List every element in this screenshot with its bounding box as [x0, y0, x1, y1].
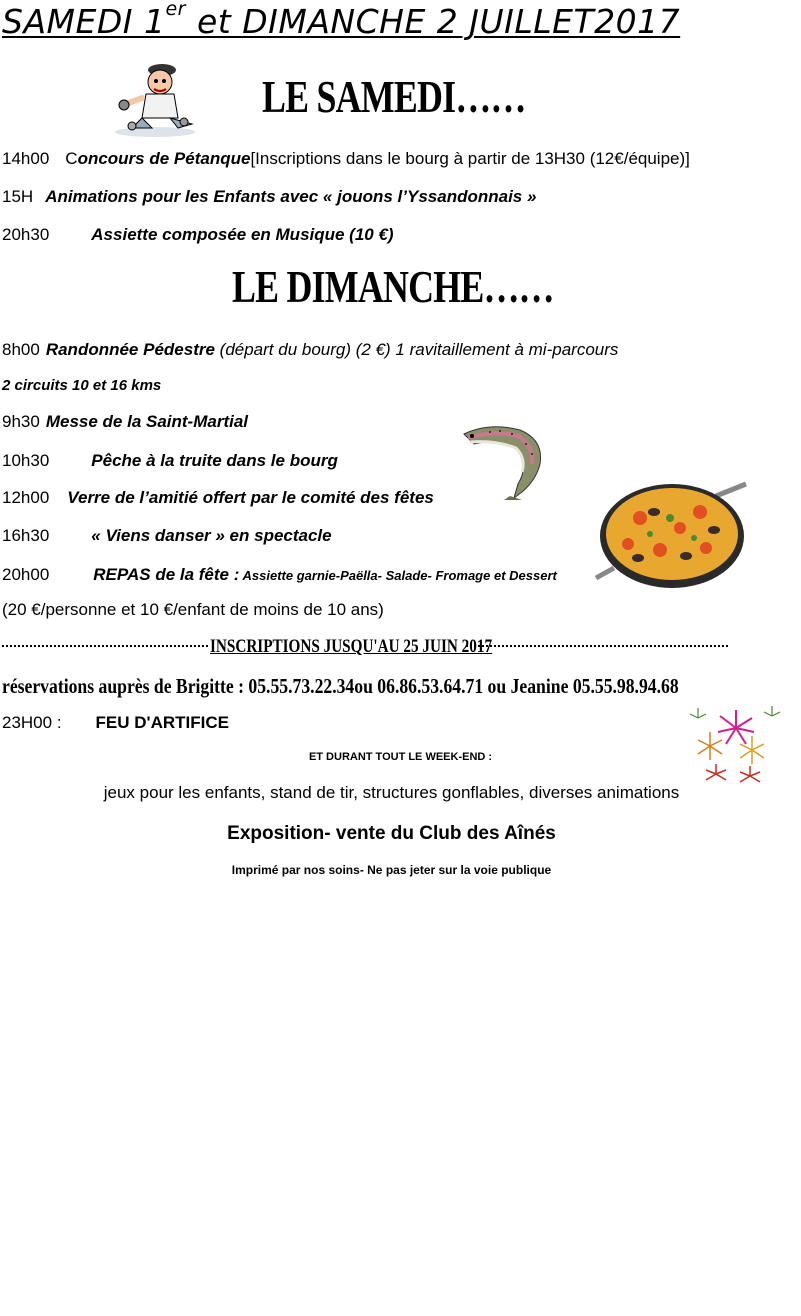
trout-icon	[460, 420, 548, 500]
event: FEU D'ARTIFICE	[95, 713, 229, 732]
time: 15H	[2, 187, 34, 206]
saturday-line-2	[2, 187, 536, 207]
weekend-heading: ET DURANT TOUT LE WEEK-END :	[308, 751, 493, 763]
dotted-divider-right	[466, 645, 728, 647]
prices: (20 €/personne et 10 €/enfant de moins de 10 ans)	[2, 600, 384, 619]
time: 20h30	[2, 225, 50, 244]
event: « Viens danser » en spectacle	[91, 526, 332, 545]
time: 20h00	[2, 565, 50, 584]
sunday-line-6	[2, 565, 557, 585]
event: Animations pour les Enfants avec « jouons l’Yssandonnais »	[45, 187, 537, 206]
inscriptions-row	[0, 636, 740, 658]
details: [Inscriptions dans le bourg à partir de 13H30 (12€/équipe)]	[250, 149, 690, 168]
time: 23H00 :	[2, 713, 62, 732]
inscriptions-deadline: INSCRIPTIONS JUSQU'AU 25 JUIN 2017	[210, 636, 493, 657]
event-lead: C	[65, 149, 78, 168]
dotted-divider-left	[2, 645, 208, 647]
time: 9h30	[2, 412, 40, 431]
time: 14h00	[2, 149, 50, 168]
sunday-heading: LE DIMANCHE……	[232, 261, 554, 312]
sunday-line-3	[2, 451, 338, 471]
saturday-line-3	[2, 225, 394, 245]
page-title	[2, 2, 680, 41]
title-main: SAMEDI 1	[2, 2, 166, 41]
time: 8h00	[2, 340, 40, 359]
footer-note: Imprimé par nos soins- Ne pas jeter sur la voie publique	[231, 863, 552, 877]
petanque-player-icon	[112, 62, 198, 138]
event: oncours de Pétanque	[77, 149, 251, 168]
saturday-heading: LE SAMEDI……	[262, 71, 526, 122]
title-rest: et DIMANCHE 2 JUILLET2017	[186, 2, 681, 41]
event: Pêche à la truite dans le bourg	[91, 451, 338, 470]
event: Messe de la Saint-Martial	[45, 412, 249, 431]
sunday-line-1	[2, 340, 618, 360]
reservations: réservations auprès de Brigitte : 05.55.73.22.34ou 06.86.53.64.71 ou Jeanine 05.55.98.94.68	[2, 674, 679, 698]
saturday-line-1	[2, 149, 690, 169]
title-sup: er	[165, 0, 186, 20]
details: Assiette garnie-Paëlla- Salade- Fromage et Dessert	[239, 568, 557, 583]
details: (départ du bourg) (2 €) 1 ravitaillement à mi-parcours	[214, 340, 619, 359]
fireworks-line	[2, 713, 229, 733]
sunday-line-5	[2, 526, 332, 546]
event: Verre de l’amitié offert par le comité des fêtes	[67, 488, 434, 507]
event: REPAS de la fête :	[93, 565, 240, 584]
weekend-activities: jeux pour les enfants, stand de tir, structures gonflables, diverses animations	[103, 783, 680, 802]
expo: Exposition- vente du Club des Aînés	[227, 823, 556, 844]
paella-icon	[590, 478, 754, 590]
event: Randonnée Pédestre	[45, 340, 215, 359]
circuits: 2 circuits 10 et 16 kms	[2, 377, 162, 394]
time: 12h00	[2, 488, 50, 507]
time: 16h30	[2, 526, 50, 545]
sunday-line-2	[2, 412, 248, 432]
sunday-line-4	[2, 488, 434, 508]
event: Assiette composée en Musique (10 €)	[91, 225, 394, 244]
time: 10h30	[2, 451, 50, 470]
fireworks-icon	[686, 702, 784, 788]
